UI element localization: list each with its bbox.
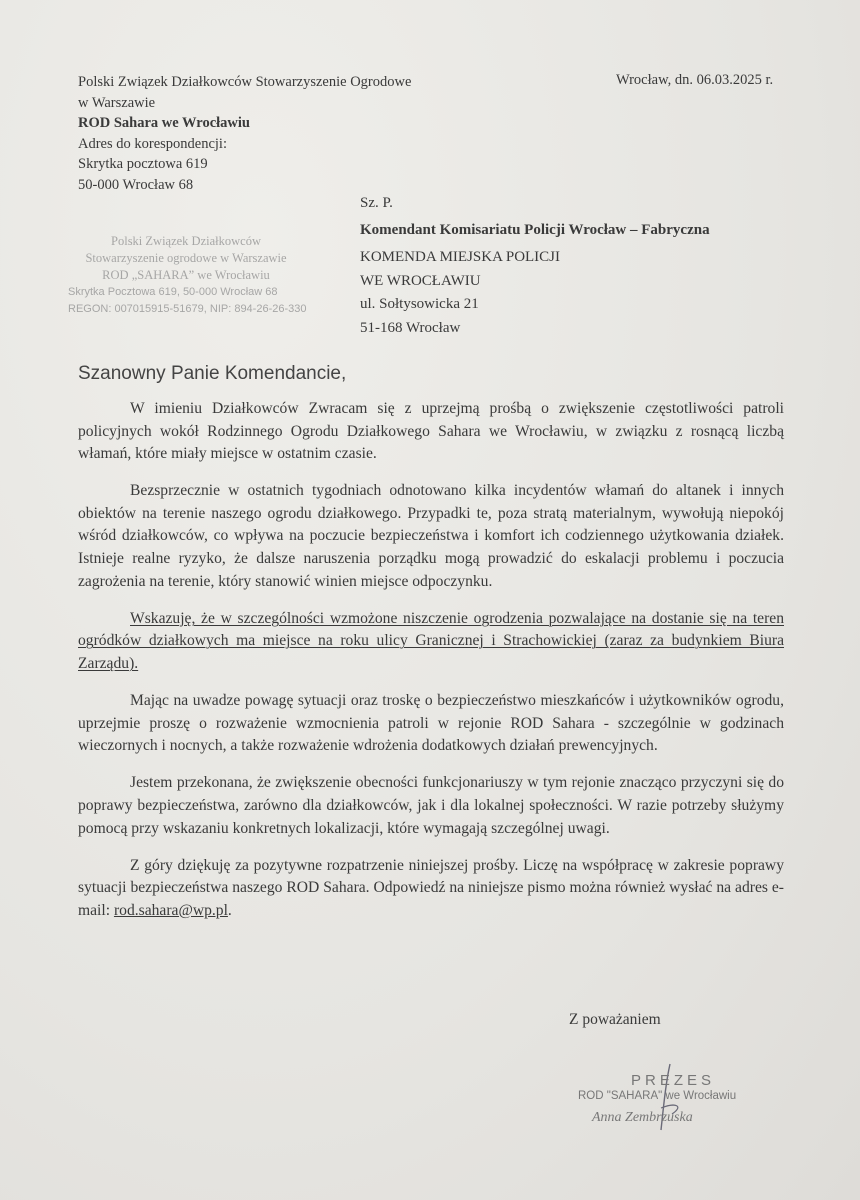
recipient-address (360, 192, 710, 340)
stamp-line-5: REGON: 007015915-51679, NIP: 894-26-26-330 (68, 303, 307, 315)
letter-greeting: Szanowny Panie Komendancie, (78, 363, 347, 384)
sender-org-line: Polski Związek Działkowców Stowarzyszenie Ogrodowe (78, 74, 412, 90)
sender-postal-code: 50-000 Wrocław 68 (78, 176, 194, 193)
organization-stamp (66, 233, 306, 318)
recipient-title: Komendant Komisariatu Policji Wrocław – Fabryczna (360, 221, 710, 238)
paragraph-3 (78, 608, 784, 676)
contact-email-link[interactable]: rod.sahara@wp.pl (113, 901, 228, 919)
paragraph-6-end: . (227, 901, 232, 919)
recipient-line-1: KOMENDA MIEJSKA POLICJI (360, 249, 561, 265)
paragraph-1: W imieniu Działkowców Zwracam się z uprzejmą prośbą o zwiększenie częstotliwości patroli policyjnych wokół Rodzinnego Ogrodu Działkowego Sahara we Wrocławiu, w związku z rosnącą liczbą włamań, które miały miejsce w ostatnim czasie. (78, 400, 784, 463)
recipient-salutation: Sz. P. (360, 195, 393, 211)
stamp-line-1: Polski Związek Działkowców (111, 234, 261, 248)
recipient-street: ul. Sołtysowicka 21 (360, 296, 479, 312)
stamp-line-3: ROD „SAHARA” we Wrocławiu (102, 268, 270, 282)
sender-po-box: Skrytka pocztowa 619 (78, 156, 208, 172)
signature-organization: ROD "SAHARA" we Wrocławiu (578, 1090, 737, 1102)
signature-title: PREZES (630, 1072, 715, 1089)
sender-correspondence-label: Adres do korespondencji: (78, 135, 227, 152)
closing-phrase: Z poważaniem (569, 1011, 661, 1028)
letter-date: Wrocław, dn. 06.03.2025 r. (616, 72, 774, 88)
paragraph-2: Bezsprzecznie w ostatnich tygodniach odnotowano kilka incydentów włamań do altanek i innych obiektów na terenie naszego ogrodu działkowego. Przypadki te, poza stratą materialnym, wywołują niepokój wśród działkowców, co wpływa na poczucie bezpieczeństwa i komfort ich codziennego użytkowania działek. Istnieje realne ryzyko, że dalsze naruszenia porządku mogą prowadzić do eskalacji problemu i poczucia zagrożenia na terenie, który stanowić winien miejsce odpoczynku. (78, 482, 784, 590)
paragraph-6-text: Z góry dziękuję za pozytywne rozpatrzenie niniejszej prośby. Liczę na współpracę w zakresie poprawy sytuacji bezpieczeństwa naszego ROD Sahara. Odpowiedź na niniejsze pismo można również wysłać na adres e-mail: (78, 856, 784, 919)
stamp-line-4: Skrytka Pocztowa 619, 50-000 Wrocław 68 (68, 286, 278, 298)
paragraph-4: Mając na uwadze powagę sytuacji oraz troskę o bezpieczeństwo mieszkańców i użytkowników ogrodu, uprzejmie proszę o rozważenie wzmocnienia patroli w rejonie ROD Sahara - szczególnie w godzinach wieczornych i nocnych, a także rozważenie wdrożenia dodatkowych działań prewencyjnych. (78, 692, 784, 755)
sender-address (78, 72, 411, 195)
sender-rod-name: ROD Sahara we Wrocławiu (78, 115, 250, 131)
paragraph-3-underlined: Wskazuję, że w szczególności wzmożone niszczenie ogrodzenia pozwalające na dostanie się na teren ogródków działkowych ma miejsce na roku ulicy Granicznej i Strachowickiej (zaraz za budynkiem Biura Zarządu). (78, 609, 784, 672)
recipient-line-2: WE WROCŁAWIU (360, 272, 481, 289)
signatory-name: Anna Zembrzuska (592, 1110, 693, 1125)
paragraph-6 (78, 855, 784, 923)
signature-stamp (578, 1072, 738, 1126)
letter-body (78, 398, 784, 937)
stamp-line-2: Stowarzyszenie ogrodowe w Warszawie (85, 251, 287, 265)
recipient-postal: 51-168 Wrocław (360, 319, 461, 336)
paragraph-5: Jestem przekonana, że zwiększenie obecności funkcjonariuszy w tym rejonie znacząco przyczyni się do poprawy bezpieczeństwa, zarówno dla działkowców, jak i dla lokalnej społeczności. W razie potrzeby służymy pomocą przy wskazaniu konkretnych lokalizacji, które wymagają szczególnej uwagi. (78, 774, 784, 837)
sender-city-line: w Warszawie (78, 94, 156, 111)
